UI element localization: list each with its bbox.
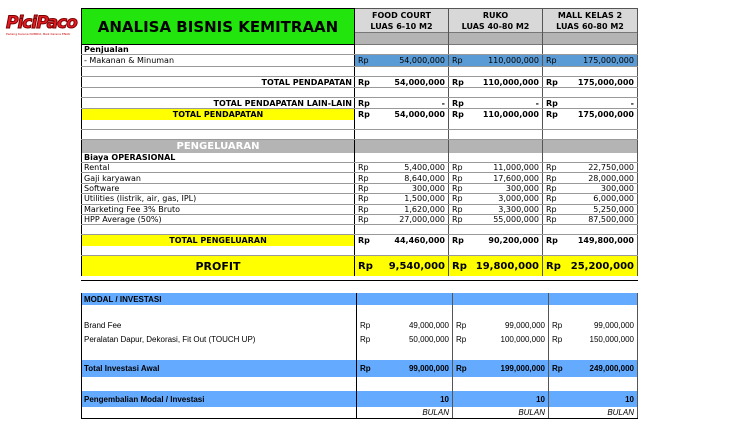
- amount: -: [630, 98, 634, 108]
- logo-name: PiciPaco: [6, 13, 77, 33]
- currency-label: Rp: [452, 98, 464, 108]
- logo-tagline: Pedang Karena NUBRUI, Baik Karena ENAK: [6, 32, 71, 36]
- amount: 110,000,000: [482, 110, 539, 119]
- value-cell: [549, 332, 638, 346]
- row-label: TOTAL PENDAPATAN: [81, 77, 355, 87]
- amount: 300,000: [505, 183, 539, 193]
- row-total-investasi-awal: [81, 360, 638, 377]
- row-label: Gaji karyawan: [81, 173, 355, 182]
- column-subtitle: LUAS 40-80 M2: [461, 22, 530, 31]
- amount: 5,400,000: [404, 163, 445, 173]
- value-cell: [449, 120, 543, 129]
- row-label: Peralatan Dapur, Dekorasi, Fit Out (TOUCH UP): [81, 332, 357, 346]
- value-cell: [355, 98, 449, 108]
- row-label: [81, 225, 355, 234]
- row-gaji-karyawan: [81, 173, 638, 183]
- amount: 99,000,000: [408, 364, 449, 373]
- value-cell: [543, 98, 638, 108]
- row-pengembalian-modal-investasi: [81, 391, 638, 407]
- row-label: Penjualan: [81, 45, 355, 54]
- value-cell: [355, 246, 449, 255]
- blank-row: [81, 346, 638, 360]
- amount: 11,000,000: [493, 163, 539, 173]
- currency-label: Rp: [358, 163, 369, 173]
- currency-label: Rp: [358, 183, 369, 193]
- row-label: PROFIT: [81, 256, 355, 276]
- value-cell: [543, 163, 638, 172]
- row-label: [81, 377, 357, 391]
- currency-label: Rp: [358, 77, 370, 87]
- row-label: TOTAL PENGELUARAN: [81, 235, 355, 246]
- value-cell: [355, 256, 449, 276]
- blank-row: [81, 120, 638, 130]
- currency-label: Rp: [546, 163, 557, 173]
- value-cell: [543, 225, 638, 234]
- row-penjualan: [81, 45, 638, 55]
- amount: 87,500,000: [588, 215, 634, 225]
- value-cell: [543, 67, 638, 76]
- value-cell: [549, 360, 638, 377]
- value-cell: [543, 77, 638, 87]
- currency-label: Rp: [452, 173, 463, 183]
- value-cell: [449, 130, 543, 139]
- amount: BULAN: [607, 408, 634, 417]
- amount: 10: [440, 394, 449, 404]
- column-title: FOOD COURT: [372, 11, 431, 20]
- currency-label: Rp: [360, 364, 371, 373]
- value-cell: [543, 88, 638, 97]
- value-cell: [449, 109, 543, 120]
- blank-row: [81, 305, 638, 318]
- value-cell: [449, 225, 543, 234]
- value-cell: [449, 67, 543, 76]
- currency-label: Rp: [358, 56, 369, 65]
- value-cell: [543, 153, 638, 162]
- value-cell: [355, 235, 449, 246]
- row-profit: [81, 256, 638, 276]
- currency-label: Rp: [358, 110, 370, 119]
- currency-label: Rp: [546, 56, 557, 65]
- amount: 3,300,000: [498, 204, 539, 214]
- amount: 175,000,000: [577, 110, 634, 119]
- amount: 25,200,000: [570, 260, 634, 272]
- row-label: [81, 88, 355, 97]
- value-cell: [355, 88, 449, 97]
- row-modal-investasi: [81, 293, 638, 305]
- value-cell: [543, 215, 638, 224]
- currency-label: Rp: [358, 194, 369, 204]
- amount: 54,000,000: [394, 77, 445, 87]
- value-cell: [449, 194, 543, 203]
- value-cell: [449, 173, 543, 182]
- picipaco-logo: [6, 14, 78, 36]
- row-label: [81, 305, 357, 318]
- amount: 99,000,000: [504, 320, 545, 330]
- amount: 27,000,000: [399, 215, 445, 225]
- value-cell: [355, 45, 449, 54]
- value-cell: [355, 55, 449, 66]
- currency-label: Rp: [552, 364, 563, 373]
- value-cell: [449, 163, 543, 172]
- amount: 175,000,000: [583, 56, 634, 65]
- row-pengeluaran: [81, 140, 638, 153]
- row-total-pendapatan: [81, 77, 638, 88]
- value-cell: [543, 256, 638, 276]
- row-label: Brand Fee: [81, 318, 357, 332]
- amount: 300,000: [411, 183, 445, 193]
- amount: BULAN: [518, 408, 545, 417]
- amount: 199,000,000: [500, 364, 545, 373]
- column-title: MALL KELAS 2: [557, 11, 623, 20]
- value-cell: [449, 205, 543, 214]
- amount: 44,460,000: [394, 236, 445, 246]
- value-cell: [449, 246, 543, 255]
- row-label: TOTAL PENDAPATAN LAIN-LAIN: [81, 98, 355, 108]
- value-cell: [453, 377, 549, 391]
- currency-label: Rp: [452, 56, 463, 65]
- blank-row: [81, 130, 638, 140]
- value-cell: [453, 407, 549, 418]
- currency-label: Rp: [456, 334, 467, 344]
- value-cell: [357, 391, 453, 407]
- value-cell: [357, 377, 453, 391]
- value-cell: [453, 305, 549, 318]
- row-utilities-listrik-air-gas-ipl: [81, 194, 638, 204]
- value-cell: [543, 173, 638, 182]
- amount: 90,200,000: [488, 236, 539, 246]
- value-cell: [449, 88, 543, 97]
- currency-label: Rp: [546, 77, 558, 87]
- value-cell: [357, 293, 453, 305]
- row-hpp-average-50: [81, 215, 638, 225]
- row-label: Utilities (listrik, air, gas, IPL): [81, 194, 355, 203]
- currency-label: Rp: [546, 183, 557, 193]
- currency-label: Rp: [546, 98, 558, 108]
- value-cell: [543, 130, 638, 139]
- currency-label: Rp: [452, 215, 463, 225]
- currency-label: Rp: [358, 260, 373, 272]
- amount: 22,750,000: [588, 163, 634, 173]
- row-label: Total Investasi Awal: [81, 360, 357, 377]
- row-marketing-fee-3-bruto: [81, 205, 638, 215]
- amount: 1,500,000: [404, 194, 445, 204]
- value-cell: [449, 55, 543, 66]
- value-cell: [355, 153, 449, 162]
- value-cell: [543, 184, 638, 193]
- currency-label: Rp: [452, 183, 463, 193]
- currency-label: Rp: [452, 204, 463, 214]
- amount: 49,000,000: [408, 320, 449, 330]
- amount: -: [535, 98, 539, 108]
- value-cell: [549, 377, 638, 391]
- amount: 50,000,000: [408, 334, 449, 344]
- value-cell: [453, 391, 549, 407]
- value-cell: [543, 194, 638, 203]
- header-row: [81, 8, 638, 45]
- row-brand-fee: [81, 318, 638, 332]
- value-cell: [449, 184, 543, 193]
- amount: 100,000,000: [500, 334, 545, 344]
- currency-label: Rp: [360, 334, 371, 344]
- amount: 1,620,000: [404, 204, 445, 214]
- blank-row: [81, 225, 638, 235]
- value-cell: [549, 346, 638, 360]
- value-cell: [453, 346, 549, 360]
- row-label: PENGELUARAN: [81, 140, 355, 153]
- currency-label: Rp: [546, 173, 557, 183]
- value-cell: [543, 235, 638, 246]
- value-cell: [449, 215, 543, 224]
- amount: 10: [625, 394, 634, 404]
- value-cell: [449, 256, 543, 276]
- value-cell: [357, 318, 453, 332]
- amount: 54,000,000: [399, 56, 445, 65]
- value-cell: [355, 184, 449, 193]
- row-label: MODAL / INVESTASI: [81, 293, 357, 305]
- currency-label: Rp: [358, 236, 370, 246]
- business-analysis-table: [81, 8, 638, 276]
- currency-label: Rp: [546, 236, 558, 246]
- amount: 8,640,000: [404, 173, 445, 183]
- row-label: [81, 407, 357, 418]
- value-cell: [549, 391, 638, 407]
- value-cell: [449, 235, 543, 246]
- currency-label: Rp: [358, 215, 369, 225]
- currency-label: Rp: [452, 110, 464, 119]
- amount: 54,000,000: [394, 110, 445, 119]
- column-header-ruko: [449, 8, 543, 45]
- value-cell: [543, 45, 638, 54]
- row-biaya-operasional: [81, 153, 638, 163]
- value-cell: [453, 360, 549, 377]
- value-cell: [355, 77, 449, 87]
- column-subtitle: LUAS 6-10 M2: [370, 22, 433, 31]
- value-cell: [549, 305, 638, 318]
- currency-label: Rp: [552, 320, 563, 330]
- amount: BULAN: [422, 408, 449, 417]
- value-cell: [453, 318, 549, 332]
- value-cell: [357, 305, 453, 318]
- amount: 175,000,000: [577, 77, 634, 87]
- currency-label: Rp: [546, 194, 557, 204]
- amount: 150,000,000: [589, 334, 634, 344]
- value-cell: [355, 67, 449, 76]
- row-total-pendapatan: [81, 109, 638, 120]
- row-label: [81, 130, 355, 139]
- value-cell: [355, 173, 449, 182]
- amount: 249,000,000: [589, 364, 634, 373]
- row-label: Marketing Fee 3% Bruto: [81, 205, 355, 214]
- blank-row: [81, 88, 638, 98]
- value-cell: [357, 360, 453, 377]
- currency-label: Rp: [358, 98, 370, 108]
- amount: 19,800,000: [475, 260, 539, 272]
- row-label: Pengembalian Modal / Investasi: [81, 391, 357, 407]
- value-cell: [549, 407, 638, 418]
- currency-label: Rp: [358, 204, 369, 214]
- amount: 10: [536, 394, 545, 404]
- currency-label: Rp: [546, 215, 557, 225]
- amount: 55,000,000: [493, 215, 539, 225]
- value-cell: [543, 246, 638, 255]
- row-rental: [81, 163, 638, 173]
- value-cell: [449, 98, 543, 108]
- value-cell: [549, 293, 638, 305]
- row-label: Software: [81, 184, 355, 193]
- amount: 110,000,000: [488, 56, 539, 65]
- amount: 9,540,000: [388, 260, 445, 272]
- value-cell: [453, 332, 549, 346]
- currency-label: Rp: [456, 320, 467, 330]
- currency-label: Rp: [360, 320, 371, 330]
- row-label: [81, 346, 357, 360]
- value-cell: [357, 332, 453, 346]
- value-cell: [355, 205, 449, 214]
- currency-label: Rp: [552, 334, 563, 344]
- amount: 99,000,000: [593, 320, 634, 330]
- currency-label: Rp: [452, 236, 464, 246]
- currency-label: Rp: [452, 194, 463, 204]
- row-total-pendapatan-lain-lain: [81, 98, 638, 109]
- value-cell: [543, 205, 638, 214]
- value-cell: [355, 225, 449, 234]
- blank-row: [81, 246, 638, 256]
- row-peralatan-dapur-dekorasi-fit-out-touch-up: [81, 332, 638, 346]
- value-cell: [543, 55, 638, 66]
- value-cell: [449, 153, 543, 162]
- value-cell: [355, 163, 449, 172]
- investment-table: [81, 293, 638, 419]
- value-cell: [355, 120, 449, 129]
- currency-label: Rp: [546, 204, 557, 214]
- value-cell: [543, 140, 638, 153]
- amount: 6,000,000: [593, 194, 634, 204]
- currency-label: Rp: [452, 260, 467, 272]
- row-label: HPP Average (50%): [81, 215, 355, 224]
- row-software: [81, 184, 638, 194]
- currency-label: Rp: [456, 364, 467, 373]
- value-cell: [543, 120, 638, 129]
- value-cell: [355, 194, 449, 203]
- amount: 5,250,000: [593, 204, 634, 214]
- column-title: RUKO: [482, 11, 509, 20]
- blank-row: [81, 67, 638, 77]
- value-cell: [355, 215, 449, 224]
- row-label: - Makanan & Minuman: [81, 55, 355, 66]
- row-label: [81, 246, 355, 255]
- currency-label: Rp: [546, 260, 561, 272]
- value-cell: [355, 109, 449, 120]
- amount: 17,600,000: [493, 173, 539, 183]
- row-label: [81, 67, 355, 76]
- value-cell: [355, 130, 449, 139]
- amount: 300,000: [600, 183, 634, 193]
- amount: 28,000,000: [588, 173, 634, 183]
- amount: 110,000,000: [482, 77, 539, 87]
- value-cell: [543, 109, 638, 120]
- currency-label: Rp: [358, 173, 369, 183]
- amount: -: [441, 98, 445, 108]
- currency-label: Rp: [546, 110, 558, 119]
- page-title: ANALISA BISNIS KEMITRAAN: [81, 8, 355, 45]
- column-header-food-court: [355, 8, 449, 45]
- row-label: TOTAL PENDAPATAN: [81, 109, 355, 120]
- currency-label: Rp: [452, 163, 463, 173]
- value-cell: [357, 407, 453, 418]
- row-total-pengeluaran: [81, 235, 638, 246]
- blank-row: [81, 377, 638, 391]
- amount: 3,000,000: [498, 194, 539, 204]
- value-cell: [357, 346, 453, 360]
- row-label: Rental: [81, 163, 355, 172]
- value-cell: [449, 77, 543, 87]
- row-label: Biaya OPERASIONAL: [81, 153, 355, 162]
- amount: 149,800,000: [577, 236, 634, 246]
- value-cell: [549, 318, 638, 332]
- column-subtitle: LUAS 60-80 M2: [556, 22, 624, 31]
- blank-row: [81, 407, 638, 418]
- currency-label: Rp: [452, 77, 464, 87]
- row-label: [81, 120, 355, 129]
- value-cell: [355, 140, 449, 153]
- row-makanan-minuman: [81, 55, 638, 67]
- divider: [81, 280, 638, 281]
- value-cell: [449, 45, 543, 54]
- column-header-mall: [543, 8, 638, 45]
- value-cell: [449, 140, 543, 153]
- value-cell: [453, 293, 549, 305]
